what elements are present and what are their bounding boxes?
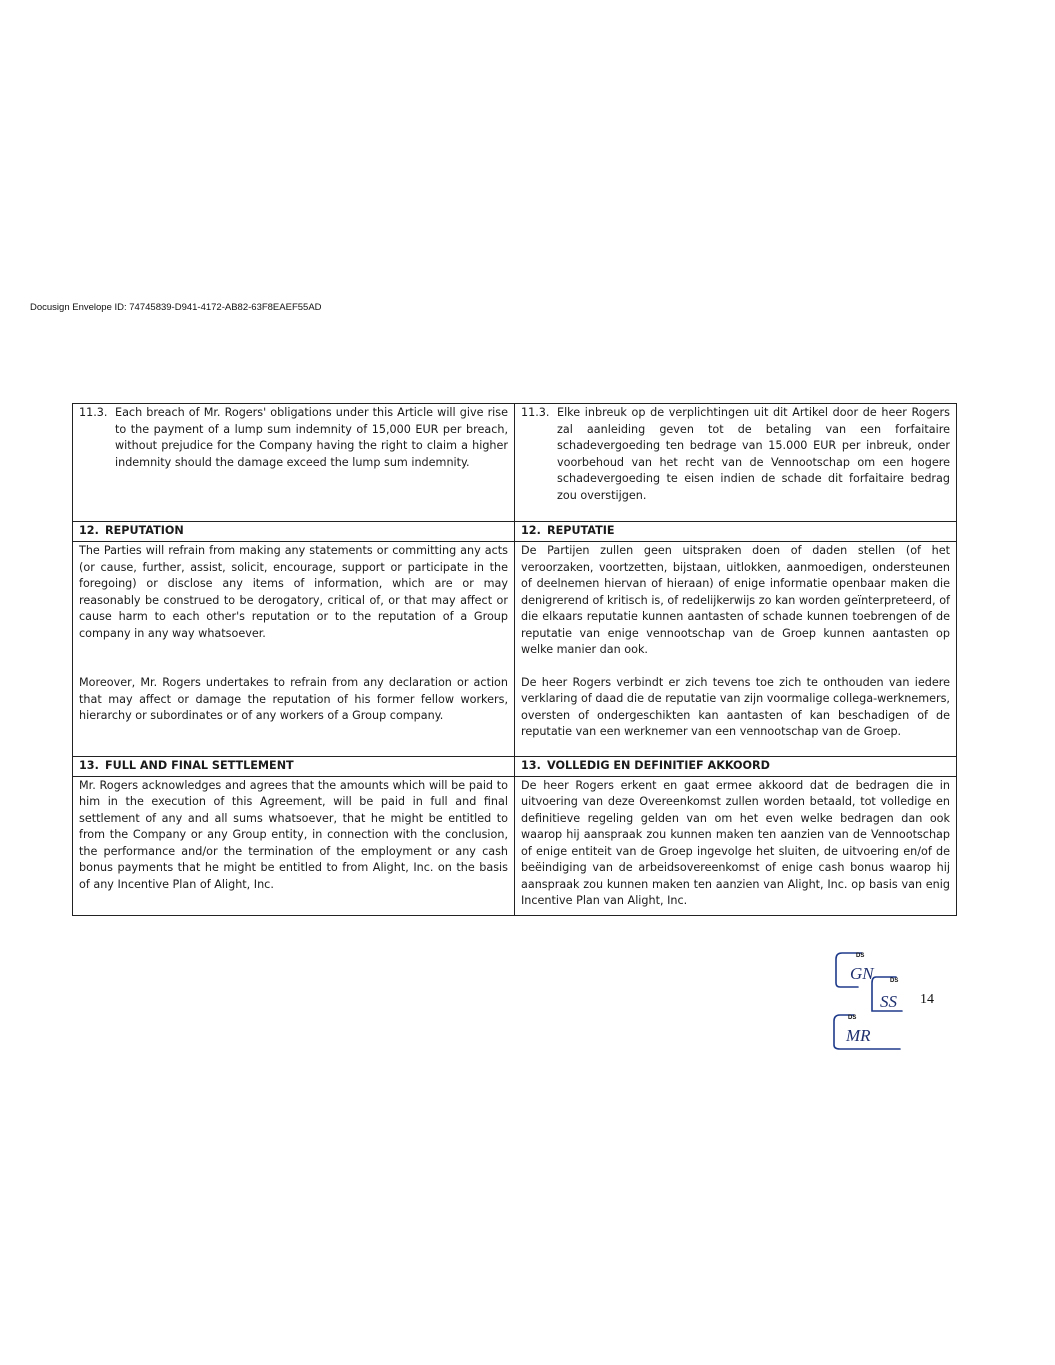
section-12-nl-number: 12. — [521, 524, 541, 537]
page-number: 14 — [920, 992, 934, 1007]
section-13-body-row — [73, 776, 957, 915]
ds-label-1: DS — [856, 953, 865, 959]
section-12-en-title: REPUTATION — [105, 524, 184, 537]
section-12-en-paragraph-2: Moreover, Mr. Rogers undertakes to refrain from any declaration or action that may affect or damage the reputation of his former fellow workers, hierarchy or subordinates or of any workers of a Group company. — [79, 676, 508, 722]
section-12-en-body — [73, 542, 515, 757]
section-13-en-body — [73, 776, 515, 915]
section-13-nl-heading — [515, 756, 957, 776]
section-12-body-row — [73, 542, 957, 757]
section-13-nl-title: VOLLEDIG EN DEFINITIEF AKKOORD — [547, 758, 770, 772]
section-13-en-heading — [73, 756, 515, 776]
ds-label-2: DS — [890, 978, 899, 984]
section-12-nl-paragraph-1: De Partijen zullen geen uitspraken doen of daden stellen (of het veroorzaken, voortzetten, bijstaan, uitlokken, aanmoedigen, ondersteunen of deelnemen hiervan of hieraan) of enige informatie openbaar maken die denigrerend of kritisch is, of redelijkerwijs zo kan worden geïnterpreteerd, of die elkaars reputatie kunnen aantasten of schade kunnen toebrengen of de reputatie van enige vennootschap van de Groep kunnen aantasten op welke manier dan ook. — [521, 544, 950, 656]
section-12-en-paragraph-1: The Parties will refrain from making any statements or committing any acts (or cause, further, assist, solicit, encourage, support or participate in the foregoing) or disclose any items of information, which are or may reasonably be construed to be derogatory, critical of, or that may affect or cause harm to each other's reputation or to the reputation of a Group company in any way whatsoever. — [79, 544, 508, 640]
section-13-nl-number: 13. — [521, 758, 541, 772]
section-13-en-title: FULL AND FINAL SETTLEMENT — [105, 758, 294, 772]
section-12-en-number: 12. — [79, 524, 99, 537]
clause-11-3-en — [73, 404, 515, 522]
section-12-nl-heading — [515, 522, 957, 542]
clause-11-3-nl-text: Elke inbreuk op de verplichtingen uit dit Artikel door de heer Rogers zal aanleiding geven tot de betaling van een forfaitaire schadevergoeding ten bedrage van 15.000 EUR per inbreuk, onder voorbehoud van het recht van de Vennootschap om een hogere schadevergoeding te eisen indien de schade dit forfaitaire bedrag zou overstijgen. — [557, 406, 950, 502]
section-13-en-paragraph-1: Mr. Rogers acknowledges and agrees that the amounts which will be paid to him in the execution of this Agreement, will be paid in full and final settlement of any and all sums whatsoever, that he might be entitled to from the Company or any Group entity, in connection with the conclusion, the performance and/or the termination of the employment or any cash bonus payments that he might be entitled to from Alight, Inc. on the basis of any Incentive Plan of Alight, Inc. — [79, 778, 508, 891]
section-12-en-heading — [73, 522, 515, 542]
initials-mr: MR — [846, 1026, 871, 1045]
section-13-nl-body — [515, 776, 957, 915]
clause-11-3-nl-number: 11.3. — [521, 406, 550, 419]
section-13-heading-row — [73, 756, 957, 776]
section-12-heading-row — [73, 522, 957, 542]
clause-11-3-en-text: Each breach of Mr. Rogers' obligations under this Article will give rise to the payment of a lump sum indemnity of 15,000 EUR per breach, without prejudice for the Company having the right to claim a higher indemnity should the damage exceed the lump sum indemnity. — [115, 406, 508, 469]
clause-11-3-en-number: 11.3. — [79, 406, 108, 419]
section-12-nl-title: REPUTATIE — [547, 524, 615, 537]
ds-label-3: DS — [848, 1015, 857, 1021]
initials-gn: GN — [850, 964, 874, 983]
clause-11-3-nl — [515, 404, 957, 522]
clause-11-3-row — [73, 404, 957, 522]
bilingual-contract-table — [72, 403, 957, 916]
initials-ss: SS — [880, 992, 897, 1011]
section-13-nl-paragraph-1: De heer Rogers erkent en gaat ermee akkoord dat de bedragen die in uitvoering van deze Overeenkomst zullen worden betaald, tot volledige en definitieve regeling gelden van om het even welke bedragen dan ook waarop hij aanspraak zou kunnen maken ten aanzien van de Vennootschap of enige entiteit van de Groep ingevolge het sluiten, de uitvoering en/of de beëindiging van de arbeidsovereenkomst of enige cash bonus waarop hij aanspraak zou kunnen maken ten aanzien van Alight, Inc. op basis van enig Incentive Plan van Alight, Inc. — [521, 778, 950, 907]
docusign-envelope-id: Docusign Envelope ID: 74745839-D941-4172-AB82-63F8EAEF55AD — [30, 302, 322, 313]
section-13-en-number: 13. — [79, 758, 99, 772]
section-12-nl-paragraph-2: De heer Rogers verbindt er zich tevens toe zich te onthouden van iedere verklaring of daad die de reputatie van zijn voormalige collega-werknemers, oversten of ondergeschikten kan aantasten of kan beschadigen of de reputatie van een werknemer van een vennootschap van de Groep. — [521, 675, 950, 738]
section-12-nl-body — [515, 542, 957, 757]
